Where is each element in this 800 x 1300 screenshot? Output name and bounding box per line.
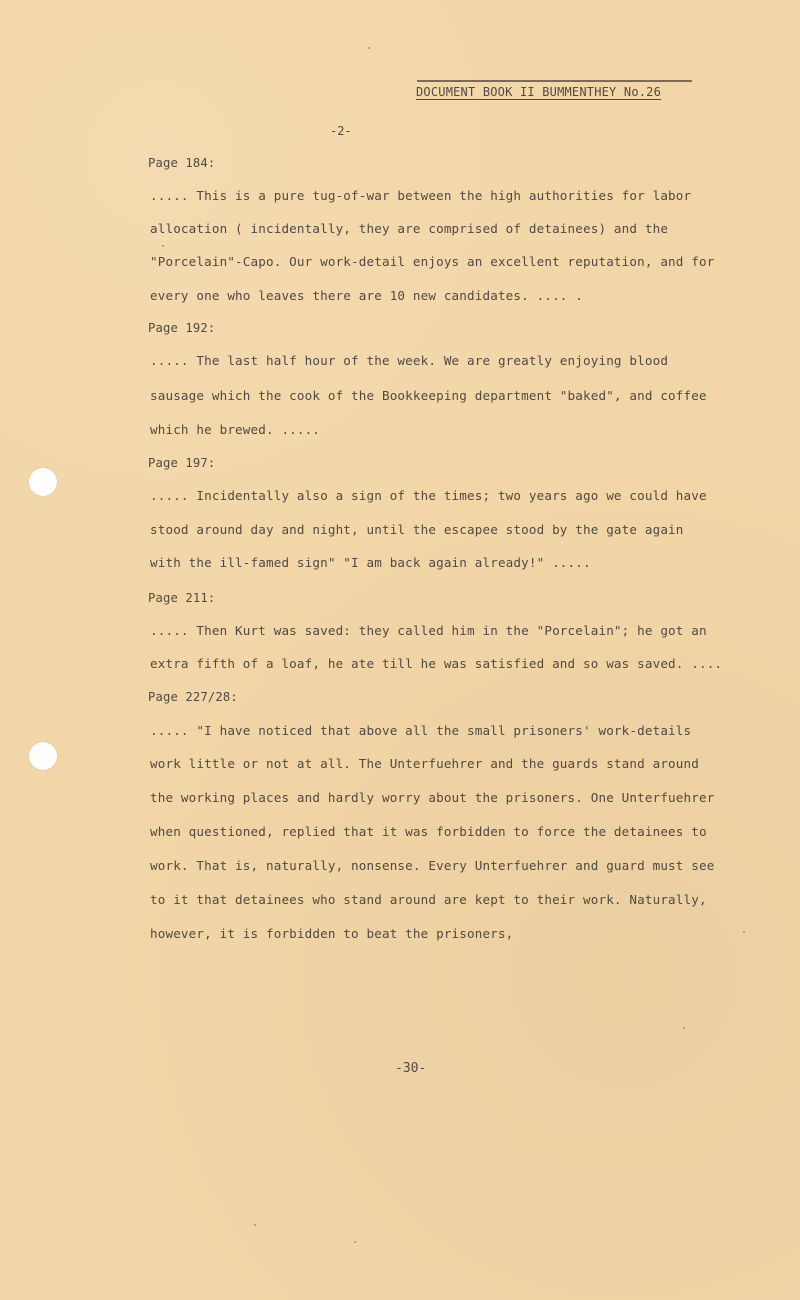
text-line: stood around day and night, until the escapee stood by the gate again <box>150 522 684 537</box>
page-reference-227-28: Page 227/28: <box>148 690 238 704</box>
text-line: ..... Incidentally also a sign of the times; two years ago we could have <box>150 488 707 503</box>
text-line: every one who leaves there are 10 new candidates. .... . <box>150 288 583 303</box>
text-line: the working places and hardly worry about the prisoners. One Unterfuehrer <box>150 790 715 805</box>
text-line: which he brewed. ..... <box>150 422 321 437</box>
paper-speck <box>254 1224 256 1226</box>
page-reference-192: Page 192: <box>148 321 216 335</box>
text-line: sausage which the cook of the Bookkeeping department "baked", and coffee <box>150 388 707 403</box>
page-reference-197: Page 197: <box>148 456 216 470</box>
text-line: when questioned, replied that it was forbidden to force the detainees to <box>150 824 707 839</box>
text-line: to it that detainees who stand around are kept to their work. Naturally, <box>150 892 707 907</box>
binder-hole-upper <box>29 468 57 496</box>
binder-hole-lower <box>29 742 57 770</box>
paper-speck <box>743 931 745 933</box>
text-line: ..... Then Kurt was saved: they called him in the "Porcelain"; he got an <box>150 623 707 638</box>
text-line: ..... "I have noticed that above all the small prisoners' work-details <box>150 723 692 738</box>
text-line: work. That is, naturally, nonsense. Every Unterfuehrer and guard must see <box>150 858 715 873</box>
text-line: with the ill-famed sign" "I am back again already!" ..... <box>150 555 591 570</box>
footer-page-number: -30- <box>395 1061 427 1076</box>
text-line: however, it is forbidden to beat the prisoners, <box>150 926 514 941</box>
paper-speck <box>683 1027 685 1029</box>
text-line: extra fifth of a loaf, he ate till he was satisfied and so was saved. .... <box>150 656 723 671</box>
text-line: ..... The last half hour of the week. We are greatly enjoying blood <box>150 353 669 368</box>
paper-speck <box>354 1241 356 1243</box>
page-reference-211: Page 211: <box>148 591 216 605</box>
paper-speck <box>368 47 370 49</box>
section-marker: -2- <box>330 124 352 138</box>
text-line: "Porcelain"-Capo. Our work-detail enjoys an excellent reputation, and for <box>150 254 715 269</box>
text-line: ..... This is a pure tug-of-war between the high authorities for labor <box>150 188 692 203</box>
document-title: DOCUMENT BOOK II BUMMENTHEY No.26 <box>416 85 662 99</box>
text-line: allocation ( incidentally, they are comprised of detainees) and the <box>150 221 669 236</box>
paper-speck <box>162 245 164 247</box>
header-rule <box>417 80 692 82</box>
text-line: work little or not at all. The Unterfuehrer and the guards stand around <box>150 756 699 771</box>
page-reference-184: Page 184: <box>148 156 216 170</box>
